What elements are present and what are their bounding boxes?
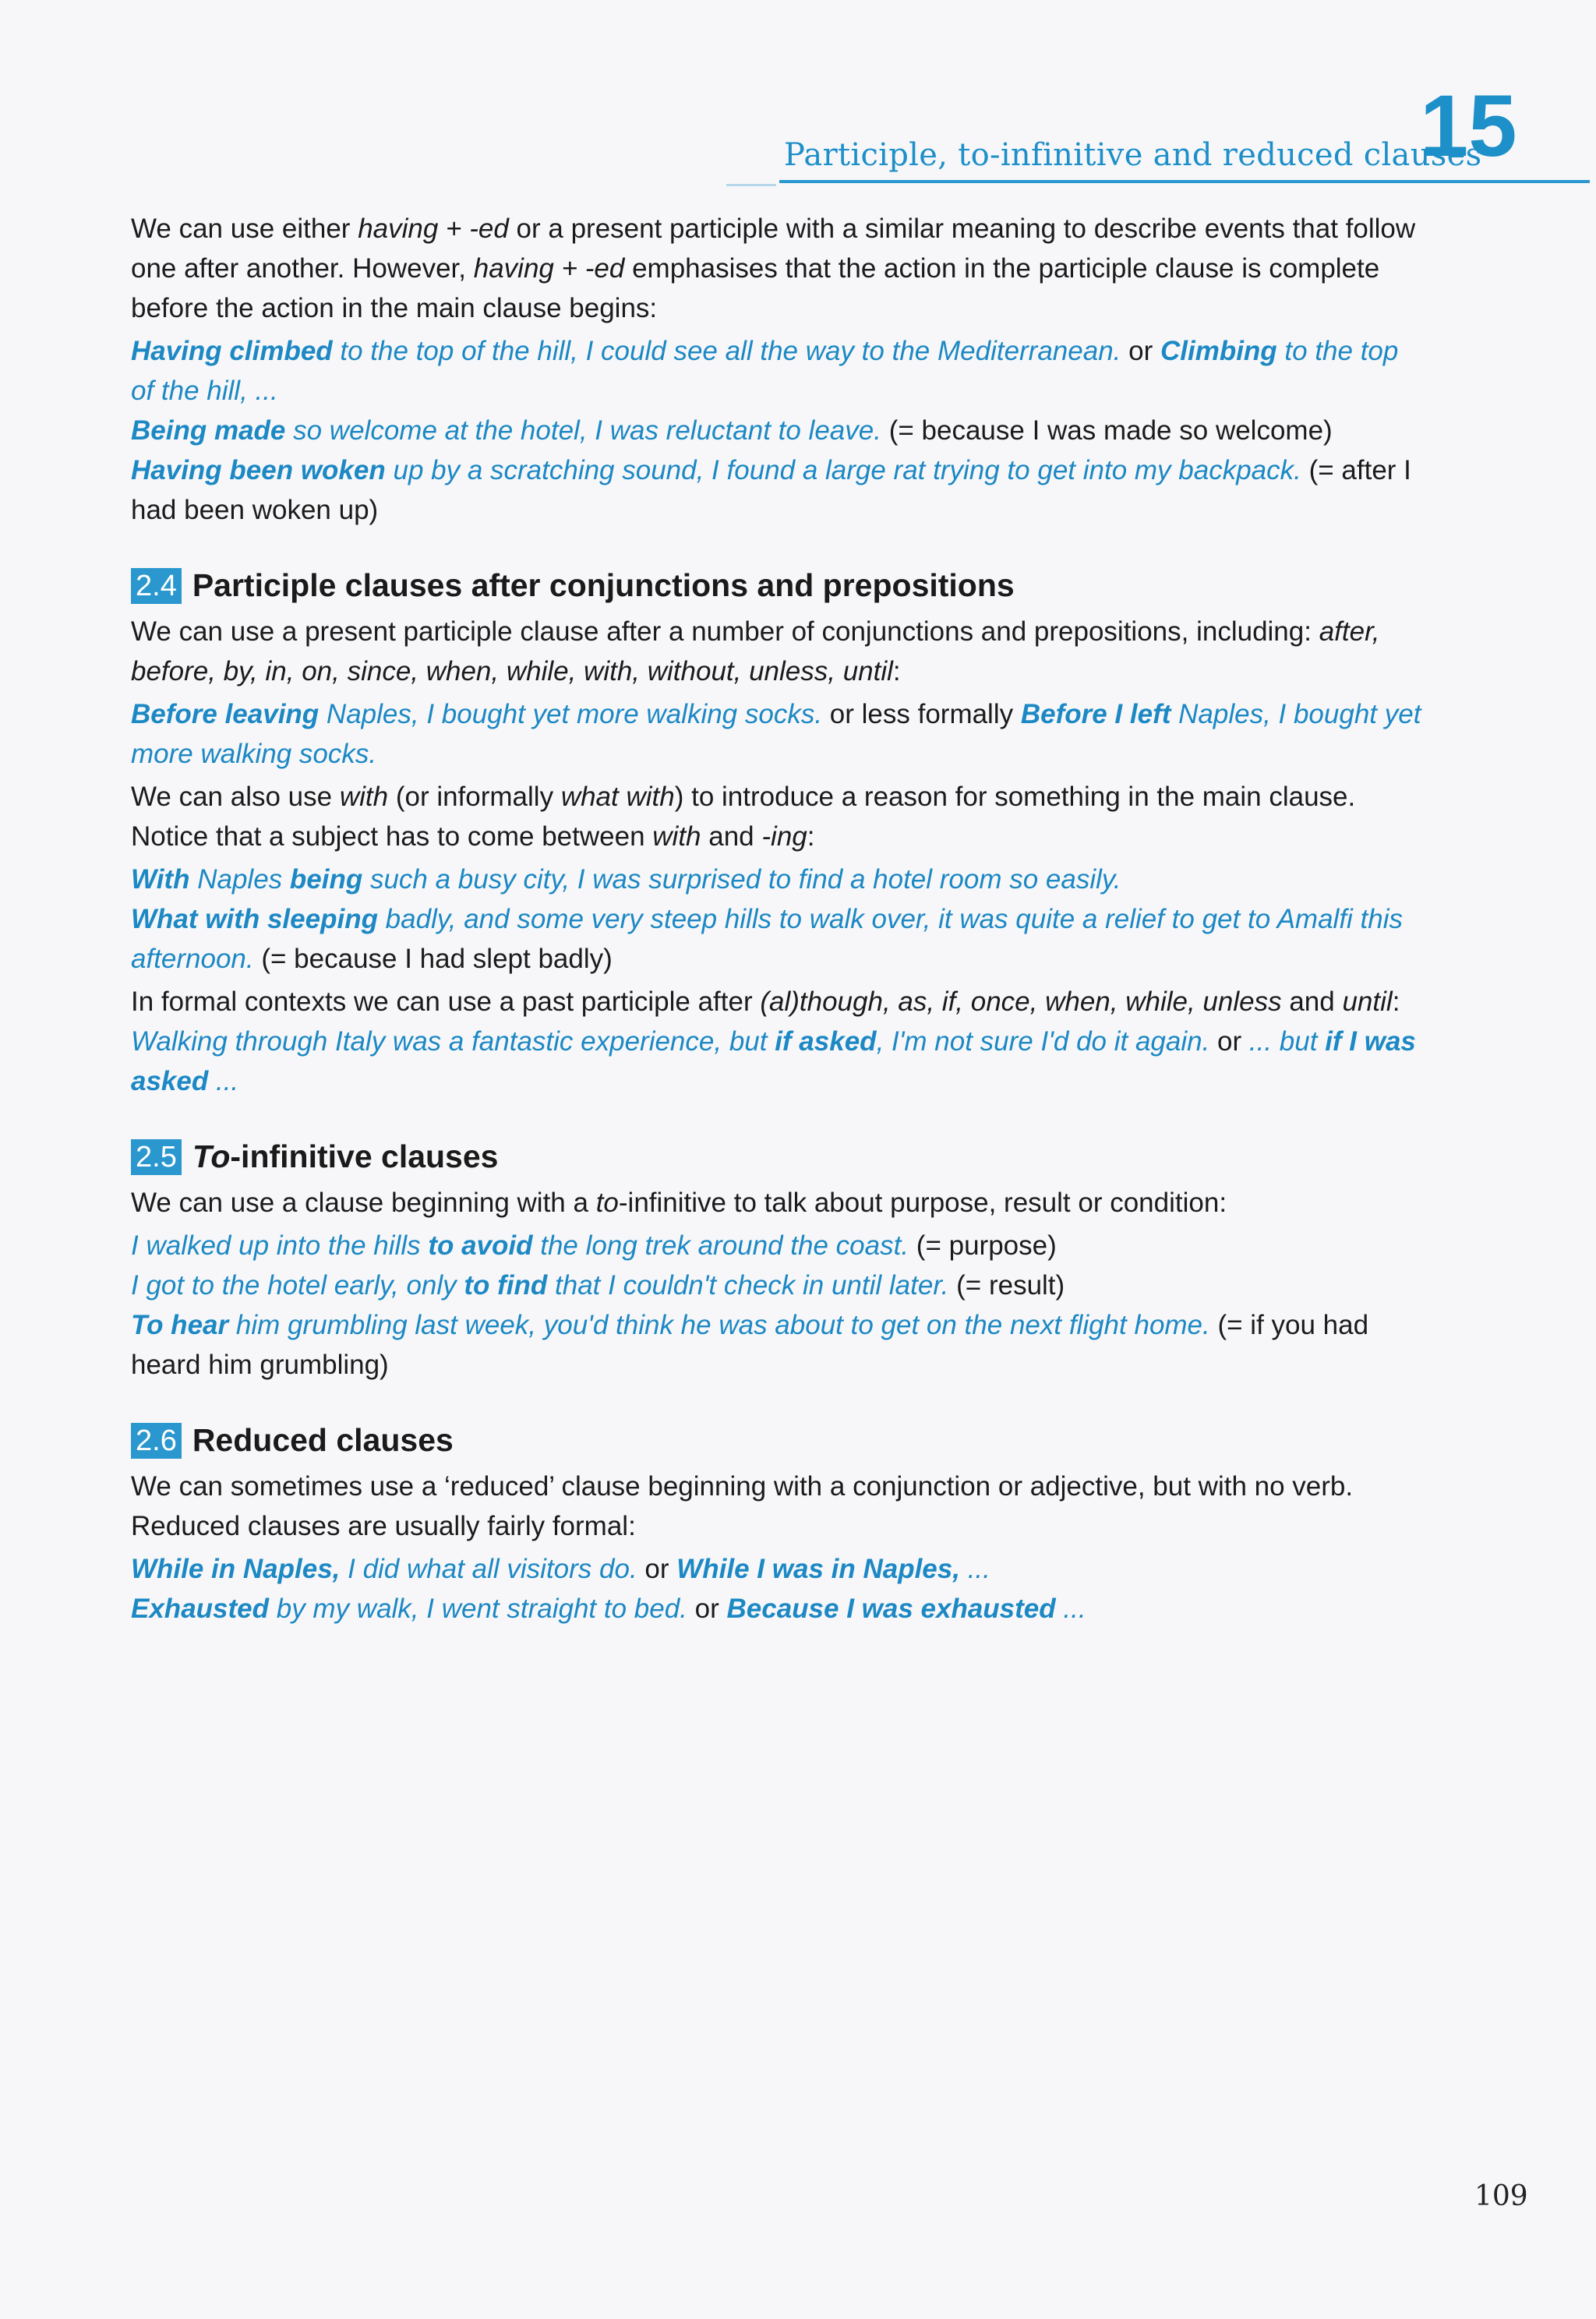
section-badge: 2.4 — [131, 568, 182, 604]
header-rule-dash — [726, 184, 776, 186]
s25-paragraph-1: We can use a clause beginning with a to-infinitive to talk about purpose, result or condition: — [131, 1188, 1227, 1218]
s24-paragraph-3: In formal contexts we can use a past participle after (al)though, as, if, once, when, while, unless and until: — [131, 987, 1400, 1017]
section-title: Reduced clauses — [192, 1422, 454, 1458]
example-with-naples: With Naples being such a busy city, I was surprised to find a hotel room so easily. — [131, 864, 1121, 895]
example-exhausted: Exhausted by my walk, I went straight to bed. or Because I was exhausted ... — [131, 1594, 1086, 1624]
section-badge: 2.5 — [131, 1139, 182, 1175]
header-rule — [779, 180, 1590, 183]
example-to-find: I got to the hotel early, only to find that I couldn't check in until later. (= result) — [131, 1270, 1065, 1301]
section-2-6-heading — [131, 1422, 1425, 1459]
section-badge: 2.6 — [131, 1423, 182, 1459]
example-being-made: Being made so welcome at the hotel, I was reluctant to leave. (= because I was made so welcome) — [131, 415, 1333, 446]
page-header — [0, 0, 1596, 203]
chapter-number: 15 — [1420, 77, 1517, 175]
chapter-title: Participle, to-infinitive and reduced clauses — [784, 137, 1482, 173]
example-to-hear: To hear him grumbling last week, you'd think he was about to get on the next flight home. (= if you had heard him grumbling) — [131, 1310, 1369, 1380]
section-2-4-heading — [131, 567, 1425, 604]
s24-paragraph-2: We can also use with (or informally what with) to introduce a reason for something in the main clause. Notice that a subject has to come between with and -ing: — [131, 782, 1356, 852]
intro-paragraph: We can use either having + -ed or a present participle with a similar meaning to describe events that follow one after another. However, having + -ed emphasises that the action in the participle clause is complete before the action in the main clause begins: — [131, 214, 1416, 323]
page-content — [131, 209, 1425, 1629]
section-title: To-infinitive clauses — [192, 1138, 499, 1174]
example-to-avoid: I walked up into the hills to avoid the long trek around the coast. (= purpose) — [131, 1230, 1057, 1261]
example-while-in-naples: While in Naples, I did what all visitors do. or While I was in Naples, ... — [131, 1554, 990, 1584]
example-having-been-woken: Having been woken up by a scratching sound, I found a large rat trying to get into my backpack. (= after I had been woken up) — [131, 455, 1411, 525]
example-having-climbed: Having climbed to the top of the hill, I could see all the way to the Mediterranean. or Climbing to the top of the hill, ... — [131, 336, 1399, 406]
s26-paragraph-1: We can sometimes use a ‘reduced’ clause beginning with a conjunction or adjective, but with no verb. Reduced clauses are usually fairly formal: — [131, 1471, 1354, 1541]
example-before-leaving: Before leaving Naples, I bought yet more walking socks. or less formally Before I left Naples, I bought yet more walking socks. — [131, 699, 1421, 769]
page-number: 109 — [1474, 2180, 1528, 2212]
section-2-5-heading — [131, 1138, 1425, 1175]
example-if-asked: Walking through Italy was a fantastic experience, but if asked, I'm not sure I'd do it again. or ... but if I was asked ... — [131, 1026, 1416, 1096]
s24-paragraph-1: We can use a present participle clause after a number of conjunctions and prepositions, including: after, before, by, in, on, since, when, while, with, without, unless, until: — [131, 616, 1380, 687]
example-what-with-sleeping: What with sleeping badly, and some very steep hills to walk over, it was quite a relief to get to Amalfi this afternoon. (= because I had slept badly) — [131, 904, 1404, 974]
section-title: Participle clauses after conjunctions and prepositions — [192, 567, 1015, 603]
